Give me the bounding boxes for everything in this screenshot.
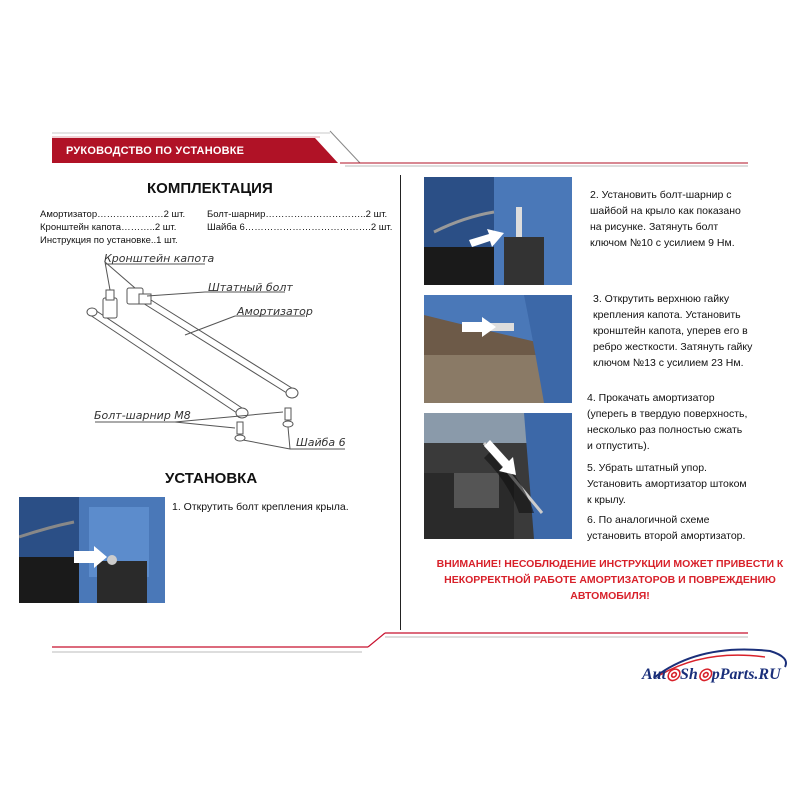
install-title: УСТАНОВКА xyxy=(165,470,258,487)
page-title: РУКОВОДСТВО ПО УСТАНОВКЕ xyxy=(66,145,245,157)
warning-text: ВНИМАНИЕ! НЕСОБЛЮДЕНИЕ ИНСТРУКЦИИ МОЖЕТ ПРИВЕСТИ К НЕКОРРЕКТНОЙ РАБОТЕ АМОРТИЗАТОРОВ И ПОВРЕЖДЕНИЮ АВТОМОБИЛЯ! xyxy=(436,558,784,602)
kit-item: Болт-шарнир…………………………..2 шт. xyxy=(207,209,388,220)
label-stock-bolt: Штатный болт xyxy=(208,281,293,294)
logo-o-icon: ◎ xyxy=(666,666,680,683)
kit-item: Кронштейн капота………..2 шт. xyxy=(40,222,177,233)
step3-photo xyxy=(424,295,572,403)
kit-title: КОМПЛЕКТАЦИЯ xyxy=(147,180,273,197)
step6-text: 6. По аналогичной схеме установить второй амортизатор. xyxy=(587,514,746,542)
label-bracket: Кронштейн капота xyxy=(104,252,215,265)
label-pivot-bolt: Болт-шарнир М8 xyxy=(94,409,191,422)
kit-item: Амортизатор…………………2 шт. xyxy=(40,209,186,220)
column-divider xyxy=(400,175,401,630)
logo-o-icon: ◎ xyxy=(697,666,712,683)
step3-text: 3. Открутить верхнюю гайку крепления капота. Установить кронштейн капота, уперев его в ребро жесткости. Затянуть гайку ключом №13 с усилием 23 Нм. xyxy=(593,293,753,369)
kit-item: Инструкция по установке..1 шт. xyxy=(40,235,178,246)
label-strut: Амортизатор xyxy=(237,305,313,318)
step2-text: 2. Установить болт-шарнир с шайбой на крыло как показано на рисунке. Затянуть болт ключом №10 с усилием 9 Нм. xyxy=(590,189,741,249)
site-logo[interactable]: Aut◎Sh◎pParts.RU xyxy=(642,666,781,683)
step2-photo xyxy=(424,177,572,285)
kit-item: Шайба 6………………………………….2 шт. xyxy=(207,222,393,233)
step1-text: 1. Открутить болт крепления крыла. xyxy=(172,501,349,513)
step5-text: 5. Убрать штатный упор. Установить амортизатор штоком к крылу. xyxy=(587,462,747,506)
label-washer: Шайба 6 xyxy=(296,436,346,449)
step4-photo xyxy=(424,413,572,539)
step4-text: 4. Прокачать амортизатор (уперегь в твердую поверхность, несколько раз полностью сжать и отпустить). xyxy=(587,392,748,452)
step1-photo xyxy=(19,497,165,603)
